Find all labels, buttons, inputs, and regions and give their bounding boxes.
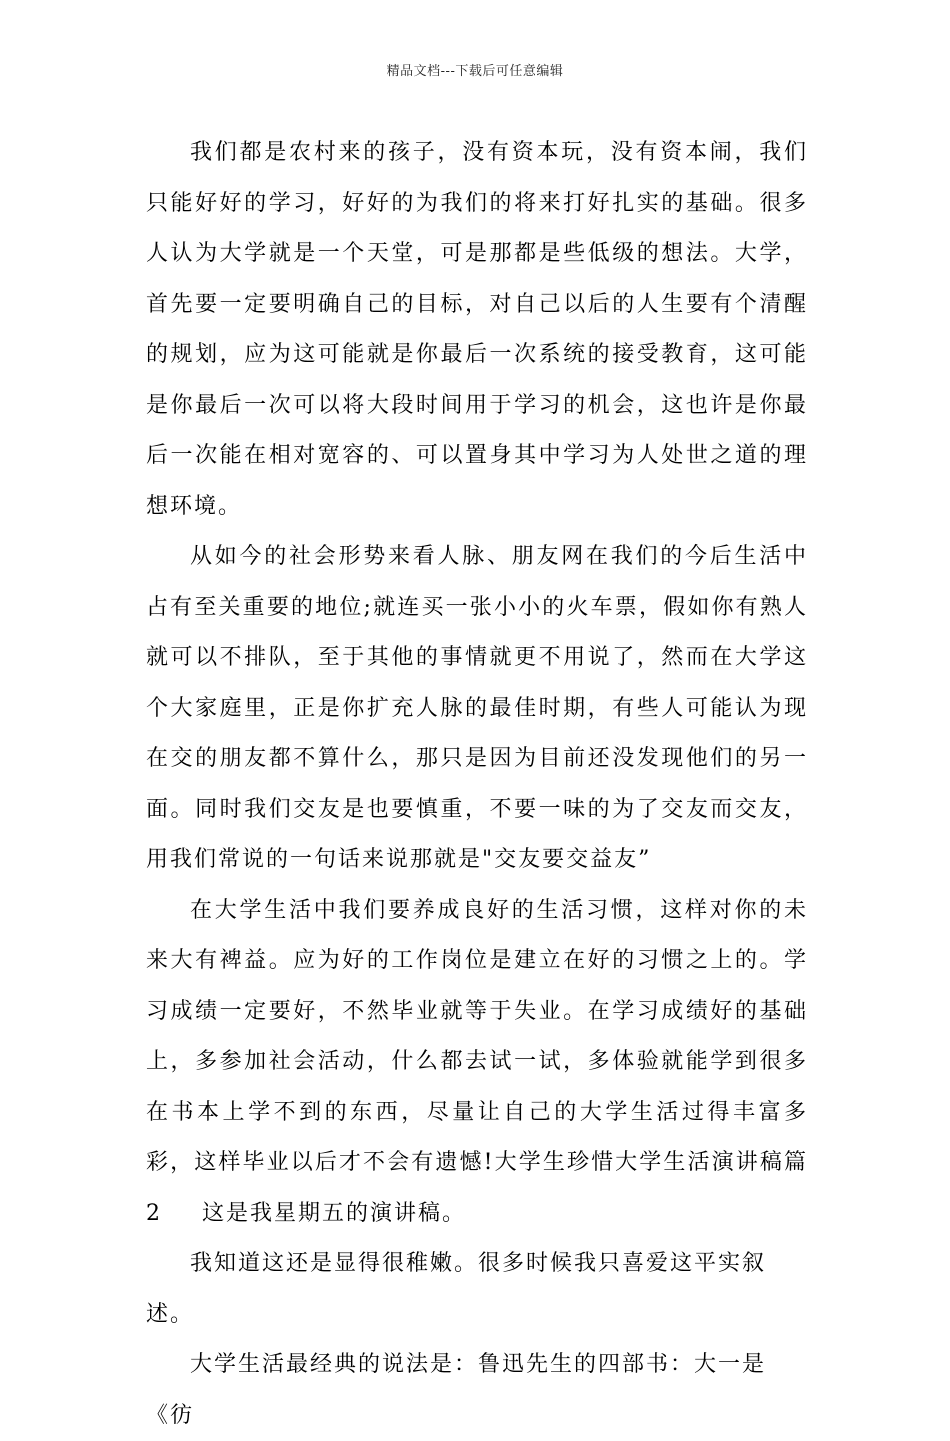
paragraph-3 (146, 886, 808, 1240)
document-body (146, 128, 808, 1441)
paragraph-1: 我们都是农村来的孩子，没有资本玩，没有资本闹，我们只能好好的学习，好好的为我们的将来打好扎实的基础。很多人认为大学就是一个天堂，可是那都是些低级的想法。大学，首先要一定要明确自己的目标，对自己以后的人生要有个清醒的规划，应为这可能就是你最后一次系统的接受教育，这可能是你最后一次可以将大段时间用于学习的机会，这也许是你最后一次能在相对宽容的、可以置身其中学习为人处世之道的理想环境。 (146, 140, 808, 519)
paragraph-2: 从如今的社会形势来看人脉、朋友网在我们的今后生活中占有至关重要的地位;就连买一张小小的火车票，假如你有熟人就可以不排队，至于其他的事情就更不用说了，然而在大学这个大家庭里，正是你扩充人脉的最佳时期，有些人可能认为现在交的朋友都不算什么，那只是因为目前还没发现他们的另一面。同时我们交友是也要慎重，不要一味的为了交友而交友，用我们常说的一句话来说那就是"交友要交益友” (146, 544, 808, 872)
paragraph-5: 大学生活最经典的说法是：鲁迅先生的四部书：大一是《彷 (146, 1352, 767, 1428)
paragraph-3-tail: 这是我星期五的演讲稿。 (202, 1200, 467, 1226)
paragraph-4: 我知道这还是显得很稚嫩。很多时候我只喜爱这平实叙述。 (146, 1251, 767, 1327)
page-header: 精品文档---下载后可任意编辑 (386, 64, 564, 79)
paragraph-3-text: 在大学生活中我们要养成良好的生活习惯，这样对你的未来大有裨益。应为好的工作岗位是建立在好的习惯之上的。学习成绩一定要好，不然毕业就等于失业。在学习成绩好的基础上，多参加社会活动，什么都去试一试，多体验就能学到很多在书本上学不到的东西，尽量让自己的大学生活过得丰富多彩，这样毕业以后才不会有遗憾!大学生珍惜大学生活演讲稿篇2 (146, 897, 808, 1226)
